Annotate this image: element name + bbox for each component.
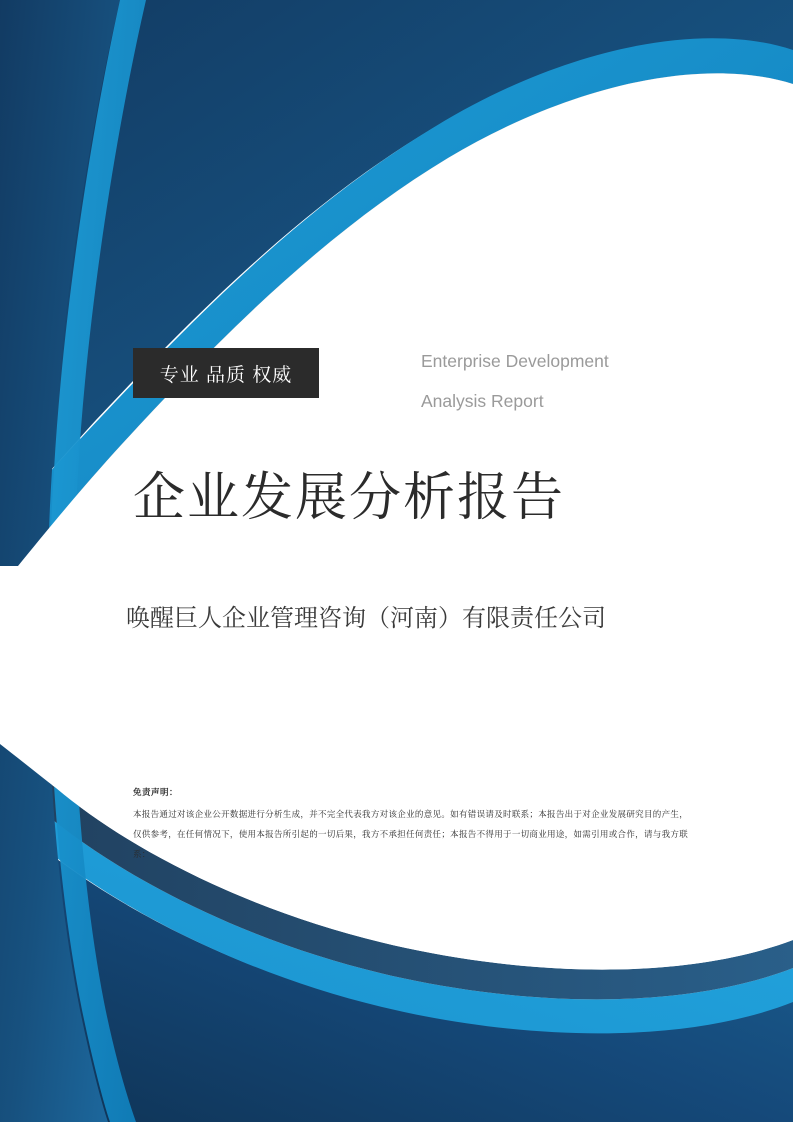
english-title-line-1: Enterprise Development (421, 351, 609, 371)
company-name: 唤醒巨人企业管理咨询（河南）有限责任公司 (126, 605, 606, 632)
disclaimer-body: 本报告通过对该企业公开数据进行分析生成，并不完全代表我方对该企业的意见。如有错误请及时联系；本报告出于对企业发展研究目的产生，仅供参考，在任何情况下，使用本报告所引起的一切后果，我方不承担任何责任；本报告不得用于一切商业用途，如需引用或合作，请与我方联系： (133, 809, 688, 859)
disclaimer-title: 免责声明： (133, 787, 179, 797)
quality-badge: 专业 品质 权威 (133, 348, 319, 398)
english-title-line-2: Analysis Report (421, 391, 544, 411)
report-title: 企业发展分析报告 (133, 469, 566, 527)
disclaimer (133, 782, 688, 864)
english-title (421, 341, 721, 421)
